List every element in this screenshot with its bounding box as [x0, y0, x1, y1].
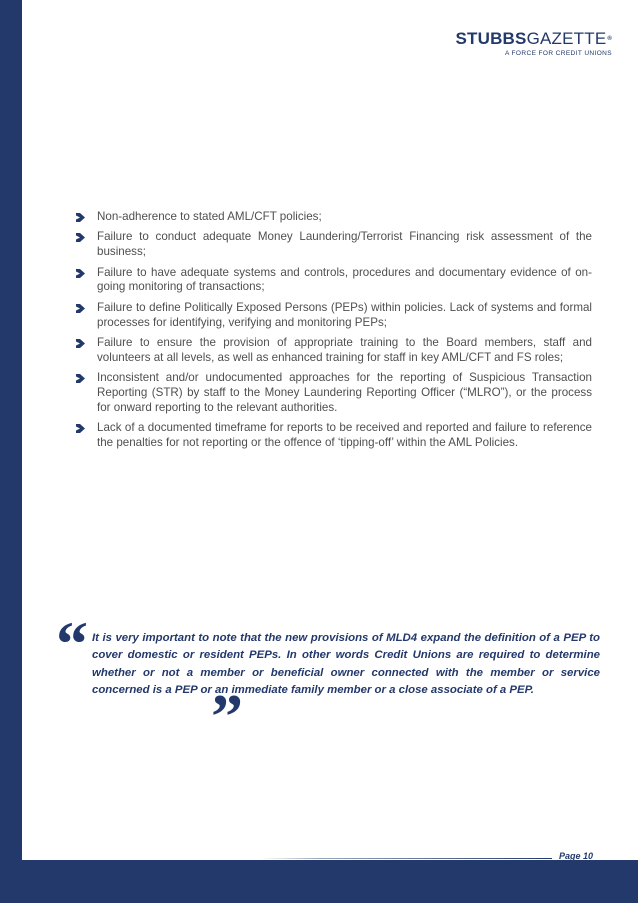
open-quote-mark: “: [56, 608, 88, 679]
arrow-bullet-icon: [76, 374, 85, 383]
logo-wordmark: [455, 30, 612, 48]
list-item-text: Failure to conduct adequate Money Laundering/Terrorist Financing risk assessment of the business;: [97, 230, 592, 259]
list-item: [76, 210, 592, 225]
logo-brand-regular: GAZETTE: [526, 29, 607, 48]
list-item: [76, 336, 592, 366]
list-item-text: Failure to ensure the provision of appropriate training to the Board members, staff and volunteers at all levels, as well as enhanced training for staff in key AML/CFT and FS roles;: [97, 335, 592, 364]
list-item: [76, 266, 592, 296]
list-item-text: Failure to have adequate systems and controls, procedures and documentary evidence of on-going monitoring of transactions;: [97, 265, 592, 294]
logo-tagline: A FORCE FOR CREDIT UNIONS: [504, 50, 612, 57]
list-item: [76, 371, 592, 415]
registered-mark: ®: [607, 36, 612, 42]
bottom-accent-band: [0, 860, 638, 903]
list-item: [76, 421, 592, 451]
pep-quote-text: It is very important to note that the new provisions of MLD4 expand the definition of a PEP to cover domestic or resident PEPs. In other words Credit Unions are required to determine whether or not a member or beneficial owner connected with the member or service concerned is a PEP or an immediate family member or a close associate of a PEP.: [92, 632, 600, 697]
footer-divider: [260, 858, 552, 859]
left-accent-bar: [0, 0, 22, 903]
aml-failures-list: [76, 210, 592, 456]
arrow-bullet-icon: [76, 213, 85, 222]
list-item: [76, 301, 592, 331]
arrow-bullet-icon: [76, 233, 85, 242]
stubbs-gazette-logo: [455, 30, 612, 58]
list-item: [76, 230, 592, 260]
page-number: Page 10: [558, 851, 593, 861]
list-item-text: Non-adherence to stated AML/CFT policies;: [97, 210, 322, 223]
list-item-text: Failure to define Politically Exposed Persons (PEPs) within policies. Lack of systems and formal processes for identifying, verifying and monitoring PEPs;: [97, 300, 592, 329]
arrow-bullet-icon: [76, 424, 85, 433]
list-item-text: Lack of a documented timeframe for reports to be received and reported and failure to reference the penalties for not reporting or the offence of ‘tipping-off’ within the AML Policies.: [97, 421, 592, 449]
close-quote-mark: ”: [211, 681, 243, 752]
list-item-text: Inconsistent and/or undocumented approaches for the reporting of Suspicious Transaction Reporting (STR) by staff to the Money Laundering Reporting Officer (“MLRO”), or the process for onward reporting to the relevant authorities.: [97, 371, 592, 414]
arrow-bullet-icon: [76, 339, 85, 348]
arrow-bullet-icon: [76, 269, 85, 278]
logo-brand-bold: STUBBS: [455, 29, 527, 48]
arrow-bullet-icon: [76, 304, 85, 313]
